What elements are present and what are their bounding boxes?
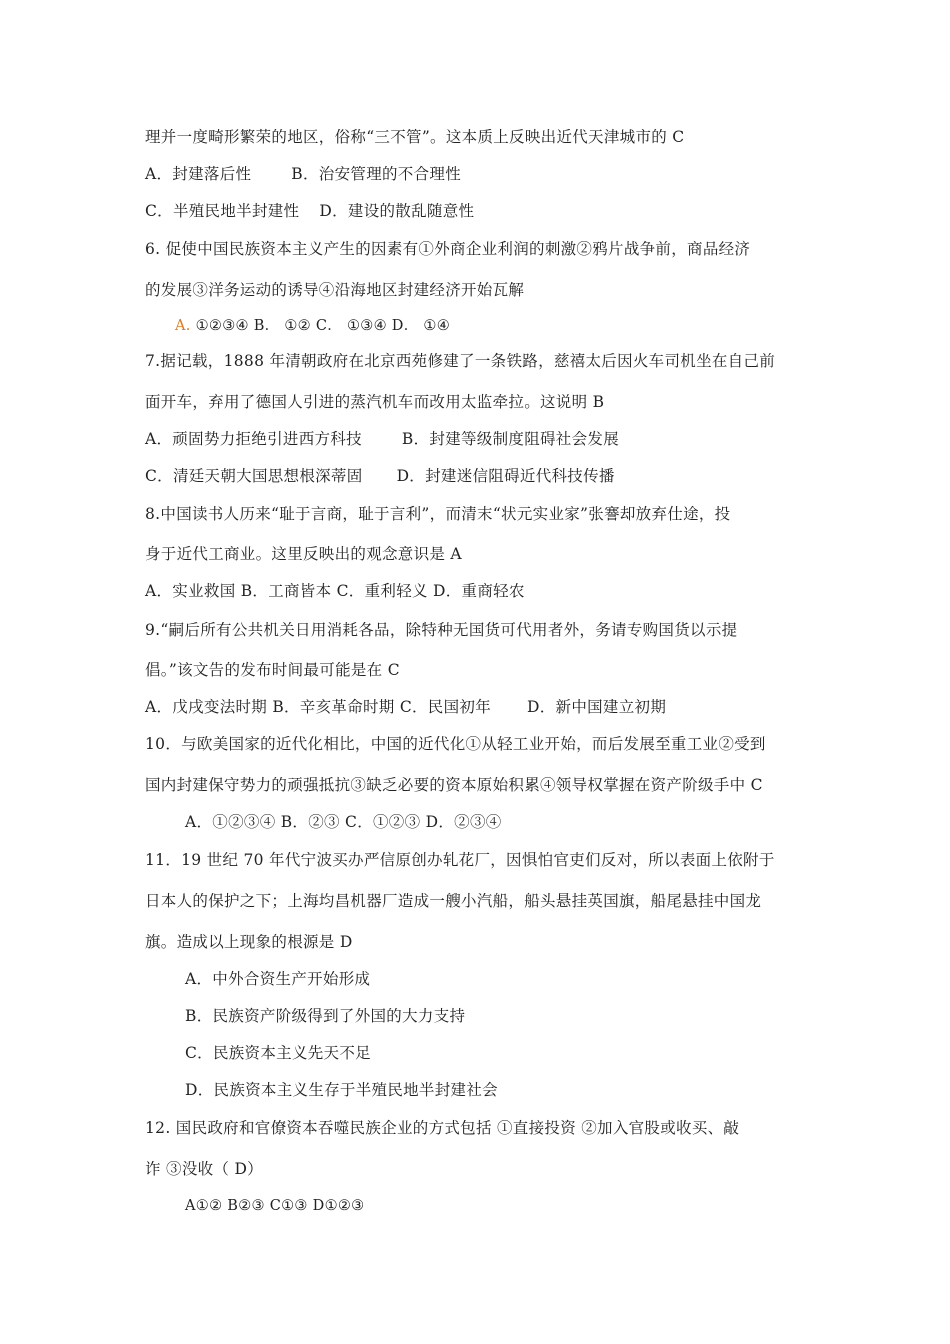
q7-option-b: B．封建等级制度阻碍社会发展 bbox=[401, 430, 619, 448]
q9-option-abc: A．戊戌变法时期 B．辛亥革命时期 C．民国初年 bbox=[145, 698, 491, 716]
q5-option-b: B．治安管理的不合理性 bbox=[291, 165, 461, 183]
q7-option-d: D．封建迷信阻碍近代科技传播 bbox=[396, 467, 615, 485]
q8-stem-line2: 身于近代工商业。这里反映出的观念意识是 A bbox=[145, 545, 462, 563]
q5-option-d: D．建设的散乱随意性 bbox=[319, 202, 475, 220]
q5-option-c: C．半殖民地半封建性 bbox=[145, 202, 300, 220]
q9-options bbox=[145, 697, 666, 717]
q8-stem-line1: 8.中国读书人历来“耻于言商，耻于言利”，而清末“状元实业家”张謇却放弃仕途，投 bbox=[145, 505, 731, 523]
q7-options-row2 bbox=[145, 466, 615, 486]
q5-options-row2 bbox=[145, 201, 474, 221]
q6-options bbox=[175, 316, 450, 336]
q6-stem-line2: 的发展③洋务运动的诱导④沿海地区封建经济开始瓦解 bbox=[145, 281, 525, 299]
q9-stem-line1: 9.“嗣后所有公共机关日用消耗各品，除特种无国货可代用者外，务请专购国货以示提 bbox=[145, 621, 738, 639]
q5-options-row1 bbox=[145, 164, 461, 184]
q6-option-list: ①②③④ B． ①② C． ①③④ D． ①④ bbox=[190, 318, 451, 334]
q5-option-a: A．封建落后性 bbox=[145, 165, 252, 183]
q11-stem-line1: 11．19 世纪 70 年代宁波买办严信原创办轧花厂，因惧怕官吏们反对，所以表面上依附于 bbox=[145, 851, 775, 869]
q11-stem-line3: 旗。造成以上现象的根源是 D bbox=[145, 933, 353, 951]
q7-stem-line1: 7.据记载，1888 年清朝政府在北京西苑修建了一条铁路，慈禧太后因火车司机坐在自己前 bbox=[145, 352, 776, 370]
q7-option-a: A．顽固势力拒绝引进西方科技 bbox=[145, 430, 362, 448]
q7-stem-line2: 面开车，弃用了德国人引进的蒸汽机车而改用太监牵拉。这说明 B bbox=[145, 393, 605, 411]
q11-option-c: C．民族资本主义先天不足 bbox=[185, 1044, 371, 1062]
text-line-q5-cont: 理并一度畸形繁荣的地区，俗称“三不管”。这本质上反映出近代天津城市的 C bbox=[145, 128, 685, 146]
q6-stem-line1: 6. 促使中国民族资本主义产生的因素有①外商企业利润的刺激②鸦片战争前，商品经济 bbox=[145, 240, 751, 258]
q12-stem-line2: 诈 ③没收（ D） bbox=[145, 1160, 263, 1178]
q11-option-d: D．民族资本主义生存于半殖民地半封建社会 bbox=[185, 1081, 498, 1099]
q11-stem-line2: 日本人的保护之下；上海均昌机器厂造成一艘小汽船，船头悬挂英国旗，船尾悬挂中国龙 bbox=[145, 892, 762, 910]
q10-stem-line2: 国内封建保守势力的顽强抵抗③缺乏必要的资本原始积累④领导权掌握在资产阶级手中 C bbox=[145, 776, 763, 794]
q8-options: A．实业救国 B．工商皆本 C．重利轻义 D．重商轻农 bbox=[145, 582, 525, 600]
q12-stem-line1: 12. 国民政府和官僚资本吞噬民族企业的方式包括 ①直接投资 ②加入官股或收买、敲 bbox=[145, 1119, 740, 1137]
q9-option-d: D．新中国建立初期 bbox=[527, 698, 667, 716]
q12-options: A①② B②③ C①③ D①②③ bbox=[185, 1198, 365, 1214]
q11-option-b: B．民族资产阶级得到了外国的大力支持 bbox=[185, 1007, 466, 1025]
q7-option-c: C．清廷天朝大国思想根深蒂固 bbox=[145, 467, 363, 485]
q10-stem-line1: 10．与欧美国家的近代化相比，中国的近代化①从轻工业开始，而后发展至重工业②受到 bbox=[145, 735, 766, 753]
q11-option-a: A．中外合资生产开始形成 bbox=[185, 970, 371, 988]
q6-answer-mark: A. bbox=[175, 318, 191, 334]
q7-options-row1 bbox=[145, 429, 619, 449]
q9-stem-line2: 倡。”该文告的发布时间最可能是在 C bbox=[145, 661, 400, 679]
q10-options: A．①②③④ B．②③ C．①②③ D．②③④ bbox=[185, 813, 502, 831]
